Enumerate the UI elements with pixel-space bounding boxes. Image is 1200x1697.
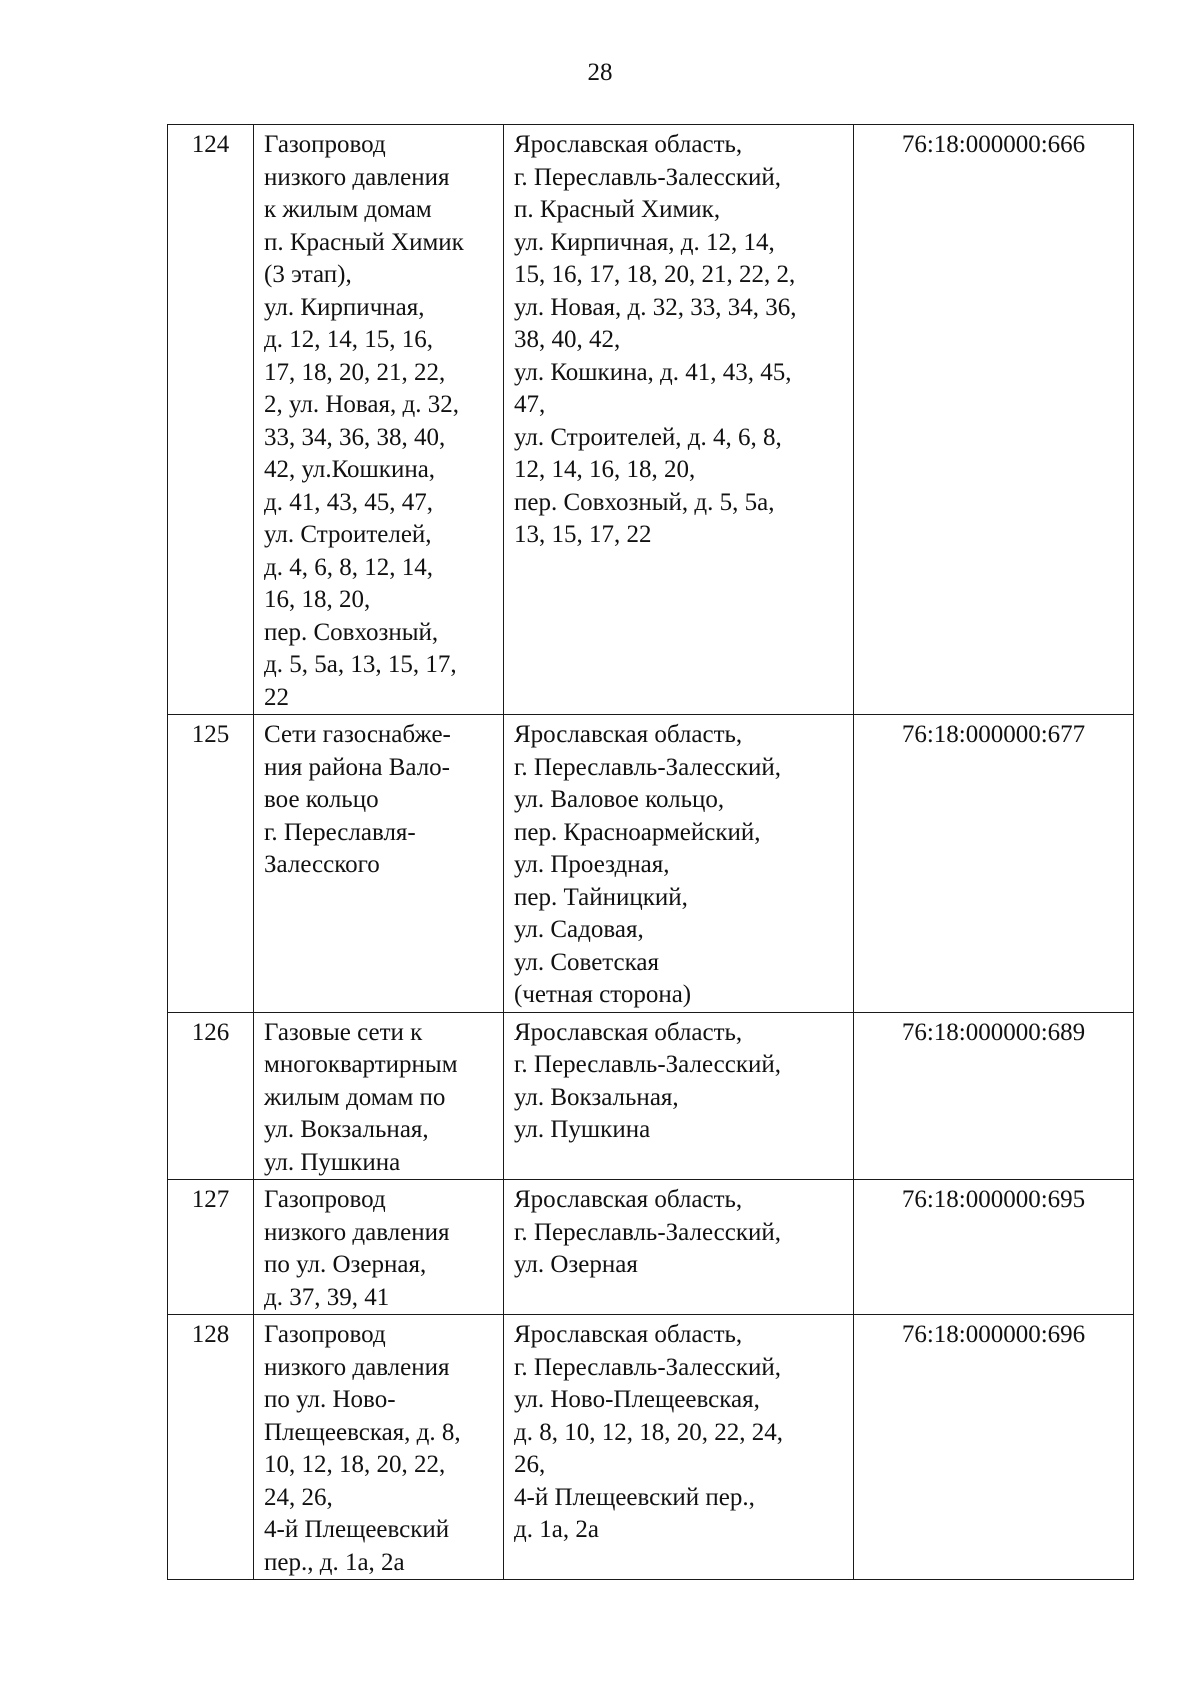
row-number: 127 (168, 1180, 254, 1315)
address-cell (504, 1180, 854, 1315)
object-name-line: Залесского (264, 851, 380, 878)
object-name-line: к жилым домам (264, 196, 432, 223)
object-name-line: многоквартирным (264, 1051, 458, 1078)
address-line: ул. Кирпичная, д. 12, 14, (514, 228, 775, 256)
objects-table (167, 124, 1134, 1580)
table-row (168, 1012, 1134, 1180)
object-name-line: по ул. Ново- (264, 1386, 396, 1413)
address-line: ул. Кошкина, д. 41, 43, 45, (514, 358, 792, 386)
row-number: 124 (168, 125, 254, 715)
address-line: 15, 16, 17, 18, 20, 21, 22, 2, (514, 261, 796, 288)
object-name-line: д. 41, 43, 45, 47, (264, 488, 433, 516)
object-name-line: 22 (264, 683, 289, 711)
object-name-line: п. Красный Химик (264, 228, 464, 256)
object-name-line: г. Переславля- (264, 818, 416, 846)
object-name-line: Газовые сети к (264, 1018, 423, 1046)
address-line: 38, 40, 42, (514, 326, 621, 353)
object-name-line: ул. Кирпичная, (264, 293, 425, 321)
object-name-line: низкого давления (264, 163, 450, 191)
address-line: Ярославская область, (514, 1186, 743, 1213)
object-name-line: Газопровод (264, 1186, 386, 1213)
object-name-line: (3 этап), (264, 261, 352, 288)
object-name-line: низкого давления (264, 1353, 450, 1381)
object-name-cell (254, 715, 504, 1013)
address-cell (504, 1315, 854, 1580)
cadastral-number: 76:18:000000:696 (854, 1315, 1134, 1580)
address-line: ул. Валовое кольцо, (514, 786, 725, 813)
object-name-line: Плещеевская, д. 8, (264, 1418, 461, 1446)
object-name-line: пер., д. 1а, 2а (264, 1548, 405, 1576)
address-cell (504, 715, 854, 1013)
address-line: ул. Пушкина (514, 1116, 651, 1143)
row-number: 126 (168, 1012, 254, 1180)
address-line: 13, 15, 17, 22 (514, 521, 652, 548)
object-name-line: вое кольцо (264, 786, 379, 813)
address-line: ул. Вокзальная, (514, 1083, 679, 1111)
address-line: 47, (514, 391, 546, 418)
page-number: 28 (587, 59, 613, 86)
object-name-line: ния района Вало- (264, 753, 450, 781)
row-number: 125 (168, 715, 254, 1013)
object-name-line: д. 37, 39, 41 (264, 1283, 390, 1311)
object-name-line: 17, 18, 20, 21, 22, (264, 358, 446, 386)
object-name-line: ул. Вокзальная, (264, 1116, 429, 1143)
address-line: г. Переславль-Залесский, (514, 1353, 782, 1381)
address-line: Ярославская область, (514, 131, 743, 158)
address-line: 4-й Плещеевский пер., (514, 1483, 755, 1511)
object-name-cell (254, 1315, 504, 1580)
address-line: пер. Совхозный, д. 5, 5а, (514, 488, 775, 516)
address-line: г. Переславль-Залесский, (514, 163, 782, 191)
object-name-line: пер. Совхозный, (264, 618, 439, 646)
table-row (168, 1315, 1134, 1580)
address-line: г. Переславль-Залесский, (514, 1051, 782, 1078)
address-line: ул. Ново-Плещеевская, (514, 1386, 760, 1413)
object-name-cell (254, 125, 504, 715)
object-name-line: д. 4, 6, 8, 12, 14, (264, 553, 433, 581)
address-line: г. Переславль-Залесский, (514, 1218, 782, 1246)
table-row (168, 125, 1134, 715)
cadastral-number: 76:18:000000:677 (854, 715, 1134, 1013)
address-line: (четная сторона) (514, 981, 692, 1008)
address-line: ул. Садовая, (514, 916, 644, 943)
address-line: пер. Тайницкий, (514, 883, 688, 911)
address-cell (504, 125, 854, 715)
object-name-line: 2, ул. Новая, д. 32, (264, 391, 459, 418)
address-line: Ярославская область, (514, 1018, 743, 1046)
object-name-line: 24, 26, (264, 1483, 333, 1511)
object-name-line: 4-й Плещеевский (264, 1516, 450, 1543)
address-line: 26, (514, 1451, 546, 1478)
address-line: ул. Советская (514, 948, 659, 976)
address-line: Ярославская область, (514, 1321, 743, 1348)
object-name-cell (254, 1180, 504, 1315)
cadastral-number: 76:18:000000:689 (854, 1012, 1134, 1180)
table-body (168, 125, 1134, 1580)
table-row (168, 715, 1134, 1013)
object-name-line: Газопровод (264, 1321, 386, 1348)
object-name-line: низкого давления (264, 1218, 450, 1246)
address-cell (504, 1012, 854, 1180)
address-line: г. Переславль-Залесский, (514, 753, 782, 781)
address-line: пер. Красноармейский, (514, 818, 761, 846)
object-name-line: ул. Строителей, (264, 521, 432, 548)
object-name-cell (254, 1012, 504, 1180)
object-name-line: ул. Пушкина (264, 1148, 401, 1176)
address-line: ул. Проездная, (514, 851, 670, 878)
object-name-line: Сети газоснабже- (264, 721, 451, 748)
address-line: 12, 14, 16, 18, 20, (514, 456, 696, 483)
object-name-line: Газопровод (264, 131, 386, 158)
object-name-line: 33, 34, 36, 38, 40, (264, 423, 446, 451)
cadastral-number: 76:18:000000:666 (854, 125, 1134, 715)
cadastral-number: 76:18:000000:695 (854, 1180, 1134, 1315)
table-row (168, 1180, 1134, 1315)
address-line: п. Красный Химик, (514, 196, 721, 223)
object-name-line: 10, 12, 18, 20, 22, (264, 1451, 446, 1478)
object-name-line: 42, ул.Кошкина, (264, 456, 436, 483)
address-line: ул. Новая, д. 32, 33, 34, 36, (514, 293, 797, 321)
address-line: д. 8, 10, 12, 18, 20, 22, 24, (514, 1418, 783, 1446)
address-line: д. 1а, 2а (514, 1516, 599, 1543)
address-line: ул. Озерная (514, 1251, 638, 1278)
address-line: ул. Строителей, д. 4, 6, 8, (514, 423, 782, 451)
object-name-line: д. 12, 14, 15, 16, (264, 326, 433, 353)
object-name-line: по ул. Озерная, (264, 1251, 427, 1278)
object-name-line: д. 5, 5а, 13, 15, 17, (264, 651, 457, 678)
row-number: 128 (168, 1315, 254, 1580)
object-name-line: 16, 18, 20, (264, 586, 371, 613)
object-name-line: жилым домам по (264, 1083, 446, 1111)
address-line: Ярославская область, (514, 721, 743, 748)
